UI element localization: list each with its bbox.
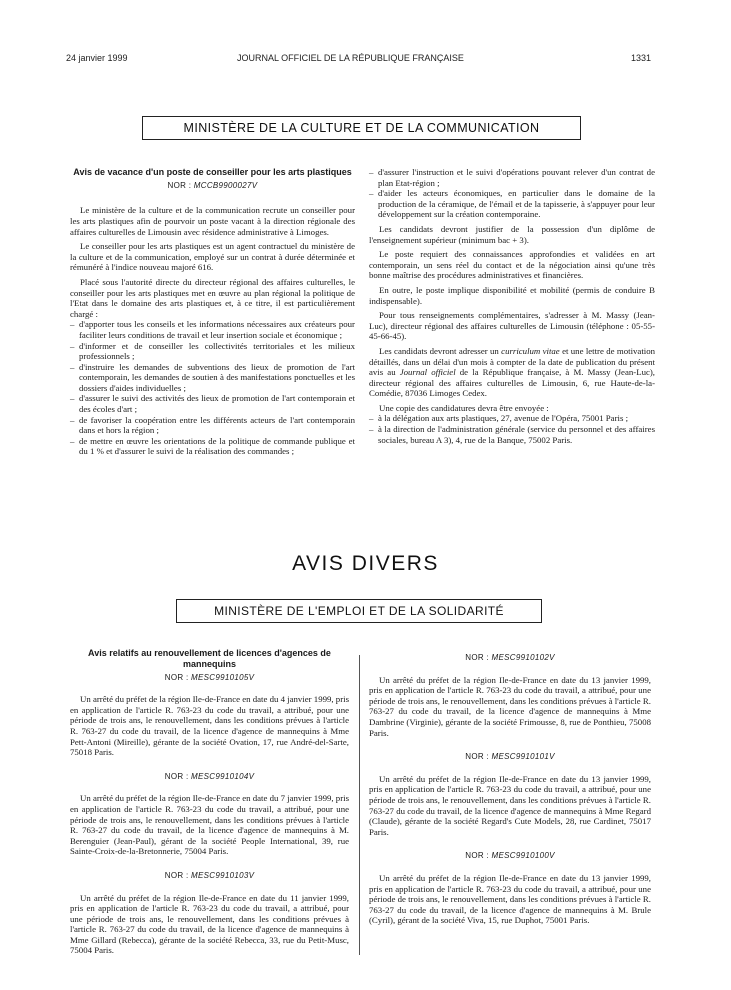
culture-application-paragraph: Les candidats devront adresser un curriculum vitae et une lettre de motivation détaillés, dans un délai d'un mois à compter de la date de publication du présent avis au Journal officiel de la République française, à M. Massy (Jean-Luc), directeur régional des affaires culturelles de Limousin, 6, rue Haute-de-la-Comédie, 87036 Limoges Cedex. [369, 345, 656, 399]
list-item: – de mettre en œuvre les orientations de la politique de commande publique et du 1 % et d'assurer le suivi de la réalisation des commandes ; [70, 436, 355, 457]
emploi-nor: NOR : MESC9910101V [465, 752, 555, 762]
emploi-left-column [70, 648, 349, 960]
emploi-notice-text: Un arrêté du préfet de la région Ile-de-France en date du 13 janvier 1999, pris en application de l'article R. 763-23 du code du travail, a attribué, pour une période de trois ans, le renouvellement, dans les conditions prévues à l'article R. 763-27 du code du travail, de la licence d'agence de mannequins à Mme Dambrine (Virginie), gérante de la société Frimousse, 8, rue de Ponthieu, 75008 Paris. [369, 674, 651, 738]
header-date: 24 janvier 1999 [66, 53, 128, 63]
culture-paragraph: En outre, le poste implique disponibilité et mobilité (permis de conduire B indispensable). [369, 284, 655, 306]
emploi-nor: NOR : MESC9910103V [164, 870, 255, 880]
culture-paragraph: Les candidats devront justifier de la possession d'un diplôme de l'enseignement supérieur (minimum bac + 3). [369, 223, 655, 245]
list-item: – à la direction de l'administration générale (service du personnel et des affaires sociales, bureau A 3), 4, rue de la Banque, 75002 Paris. [369, 424, 655, 445]
curriculum-vitae-text: curriculum vitae [501, 345, 560, 356]
ministry-emploi-heading: MINISTÈRE DE L'EMPLOI ET DE LA SOLIDARITÉ [176, 599, 542, 623]
list-item: – de favoriser la coopération entre les différents acteurs de l'art contemporain dans et hors la région ; [70, 415, 355, 436]
culture-paragraph: Pour tous renseignements complémentaires, s'adresser à M. Massy (Jean-Luc), directeur régional des affaires culturelles de Limousin (téléphone : 05-55-45-66-45). [369, 310, 655, 342]
emploi-right-column [369, 650, 651, 930]
emploi-nor: NOR : MESC9910104V [164, 771, 255, 781]
list-item: – à la délégation aux arts plastiques, 27, avenue de l'Opéra, 75001 Paris ; [369, 413, 655, 424]
culture-paragraph: Le ministère de la culture et de la communication recrute un conseiller pour les arts plastiques afin de pourvoir un poste vacant à la direction régionale des affaires culturelles de Limousin avec résidence administrative à Limoges. [70, 205, 355, 237]
list-item: – d'informer et de conseiller les collectivités territoriales et les milieux professionnels ; [70, 341, 355, 362]
emploi-notice-text: Un arrêté du préfet de la région Ile-de-France en date du 13 janvier 1999, pris en application de l'article R. 763-23 du code du travail, a attribué, pour une période de trois ans, le renouvellement, dans les conditions prévues à l'article R. 763-27 du code du travail, de la licence d'agence de mannequins à Mme Regard (Claude), gérante de la société Regard's Cute Models, 28, rue Cardinet, 75017 Paris. [369, 773, 651, 837]
avis-divers-heading: AVIS DIVERS [292, 552, 439, 575]
emploi-notice-text: Un arrêté du préfet de la région Ile-de-France en date du 7 janvier 1999, pris en application de l'article R. 763-23 du code du travail, a attribué, pour une période de trois ans, le renouvellement, dans les conditions prévues à l'article R. 763-27 du code du travail, de la licence d'agence de mannequins à M. Berenguier (Jean-Paul), gérant de la société People International, 39, rue Sainte-Croix-de-la-Bretonnerie, 75004 Paris. [70, 793, 349, 857]
emploi-notice-text: Un arrêté du préfet de la région Ile-de-France en date du 4 janvier 1999, pris en application de l'article R. 763-23 du code du travail, a attribué, pour une période de trois ans, le renouvellement, dans les conditions prévues à l'article R. 763-27 du code du travail, de la licence d'agence de mannequins à Mme Pett-Antoni (Mireille), gérante de la société Ovation, 17, rue André-del-Sarte, 75018 Paris. [70, 694, 349, 758]
emploi-notice-text: Un arrêté du préfet de la région Ile-de-France en date du 13 janvier 1999, pris en application de l'article R. 763-23 du code du travail, a attribué, pour une période de trois ans, le renouvellement, dans les conditions prévues à l'article R. 763-27 du code du travail, de la licence d'agence de mannequins à M. Brule (Cyril), gérant de la société Viva, 15, rue Duphot, 75001 Paris. [369, 872, 651, 926]
list-item: – d'instruire les demandes de subventions des lieux de promotion de l'art contemporain, les demandes de soutien à des manifestations ponctuelles et les dossiers d'aides individuelles ; [70, 362, 355, 394]
list-item: – d'assurer l'instruction et le suivi d'opérations pouvant relever d'un contrat de plan Etat-région ; [369, 167, 655, 188]
ministry-culture-heading: MINISTÈRE DE LA CULTURE ET DE LA COMMUNICATION [142, 116, 581, 140]
list-item: – d'assurer le suivi des activités des lieux de promotion de l'art contemporain et des écoles d'art ; [70, 393, 355, 414]
emploi-nor: NOR : MESC9910102V [465, 653, 555, 662]
culture-paragraph: Le poste requiert des connaissances approfondies et validées en art contemporain, un sens réel du contact et de la négociation ainsi qu'une très bonne maîtrise des procédures administratives et financières. [369, 249, 655, 281]
culture-duties-list-continued [369, 167, 655, 220]
header-page-number: 1331 [631, 53, 652, 63]
culture-nor-code: MCCB9900027V [193, 180, 258, 190]
emploi-nor: NOR : MESC9910100V [465, 851, 555, 861]
culture-notice-title: Avis de vacance d'un poste de conseiller pour les arts plastiques [73, 167, 352, 177]
list-item: – d'aider les acteurs économiques, en particulier dans le domaine de la production de la céramique, de l'émail et de la tapisserie, à s'appuyer pour leur développement sur la création contemporaine. [369, 188, 655, 220]
culture-paragraph: Une copie des candidatures devra être envoyée : [379, 402, 549, 413]
emploi-notice-text: Un arrêté du préfet de la région Ile-de-France en date du 11 janvier 1999, pris en application de l'article R. 763-23 du code du travail, a attribué, pour une période de trois ans, le renouvellement, dans les conditions prévues à l'article R. 763-27 du code du travail, de la licence d'agence de mannequins à Mme Gillard (Rebecca), gérante de la société Rebecca, 33, rue du Petit-Musc, 75004 Paris. [70, 892, 349, 956]
culture-right-column [369, 167, 655, 449]
culture-paragraph: Le conseiller pour les arts plastiques est un agent contractuel du ministère de la culture et de la communication, employé sur un contrat à durée déterminée et rémunéré à l'indice nouveau majoré 616. [70, 241, 355, 273]
culture-left-column [70, 167, 355, 461]
culture-duties-list [70, 319, 355, 457]
header-journal-title: JOURNAL OFFICIEL DE LA RÉPUBLIQUE FRANÇAISE [237, 53, 464, 63]
culture-copy-recipients [369, 413, 655, 445]
column-divider [359, 655, 360, 955]
list-item: – d'apporter tous les conseils et les informations nécessaires aux créateurs pour faciliter leurs conditions de travail et leur insertion sociale et économique ; [70, 319, 355, 340]
journal-officiel-text: Journal officiel [399, 367, 456, 378]
culture-paragraph: Placé sous l'autorité directe du directeur régional des affaires culturelles, le conseiller pour les arts plastiques met en œuvre au plan régional la politique de l'Etat dans le domaine des arts plastiques et, à ce titre, il est particulièrement chargé : [70, 276, 355, 319]
emploi-nor: NOR : MESC9910105V [164, 672, 255, 682]
culture-nor: NOR : MCCB9900027V [167, 180, 258, 190]
emploi-notice-title: Avis relatifs au renouvellement de licences d'agences de mannequins [88, 648, 331, 669]
